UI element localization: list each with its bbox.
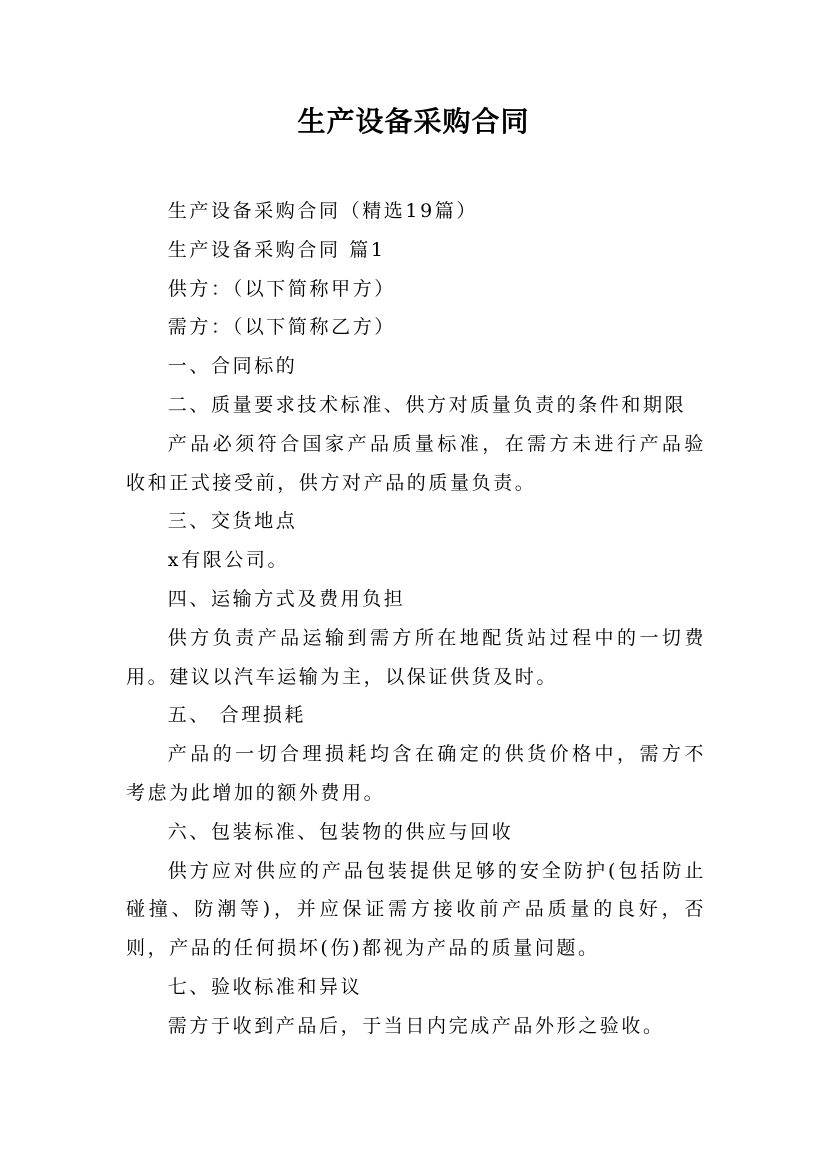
clause-body-2: 产品必须符合国家产品质量标准，在需方未进行产品验收和正式接受前，供方对产品的质量负责。 [126,432,706,494]
clause-body-5: 产品的一切合理损耗均含在确定的供货价格中，需方不考虑为此增加的额外费用。 [126,743,706,804]
clause-heading-1: 一、合同标的 [167,355,298,378]
paragraph-supplier: 供方：（以下简称甲方） [167,277,396,300]
clause-heading-6: 六、包装标准、包装物的供应与回收 [167,820,514,843]
clause-body-3: x有限公司。 [167,549,290,572]
clause-heading-3: 三、交货地点 [167,510,298,533]
clause-heading-2: 二、质量要求技术标准、供方对质量负责的条件和期限 [167,393,687,416]
clause-body-6: 供方应对供应的产品包装提供足够的安全防护(包括防止碰撞、防潮等)，并应保证需方接收前产品质量的良好，否则，产品的任何损坏(伤)都视为产品的质量问题。 [126,859,706,960]
page-title: 生产设备采购合同 [297,105,530,138]
clause-heading-7: 七、验收标准和异议 [167,975,363,998]
clause-body-4: 供方负责产品运输到需方所在地配货站过程中的一切费用。建议以汽车运输为主，以保证供货及时。 [126,626,706,688]
document-body [126,192,706,1046]
clause-body-7: 需方于收到产品后，于当日内完成产品外形之验收。 [167,1014,665,1037]
paragraph-buyer: 需方：（以下简称乙方） [167,316,396,339]
paragraph-section-heading: 生产设备采购合同 篇1 [167,238,386,261]
paragraph-subtitle: 生产设备采购合同（精选19篇） [167,200,478,222]
clause-heading-4: 四、运输方式及费用负担 [167,587,406,610]
clause-heading-5: 五、 合理损耗 [167,704,307,727]
